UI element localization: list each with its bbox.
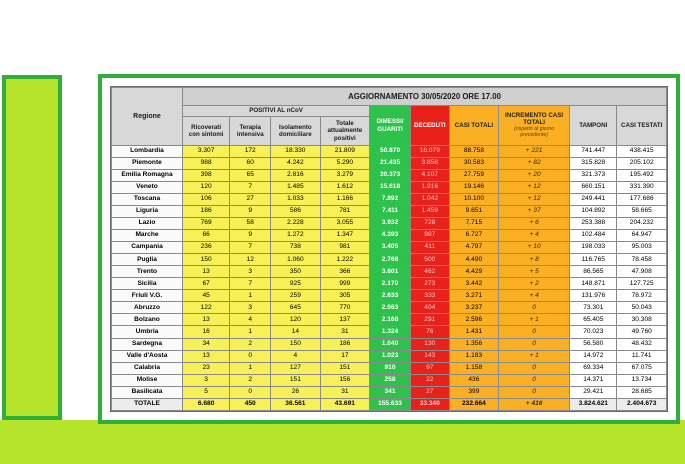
cell-tot: 1.222 [320,254,369,266]
cell-test: 78.458 [617,254,667,266]
cell-inc: + 1 [499,314,570,326]
cell-dim: 341 [370,386,411,398]
cell-iso: 1.033 [271,194,320,206]
cell-dec: 500 [410,254,449,266]
cell-dec: 27 [410,386,449,398]
cell-iso: 18.330 [271,146,320,158]
cell-region: Puglia [112,254,183,266]
cell-inc: + 8 [499,254,570,266]
table-row [112,194,667,206]
bottom-green-band [0,420,685,464]
region-header: Regione [112,88,183,146]
table-row [112,206,667,218]
cell-dec: 411 [410,242,449,254]
cell-ric: 13 [182,314,229,326]
cell-ti: 9 [230,230,271,242]
cell-casi: 3.237 [449,302,498,314]
cell-ric: 6.680 [182,398,229,410]
cell-inc: 0 [499,338,570,350]
cell-ti: 3 [230,302,271,314]
cell-region: Campania [112,242,183,254]
cell-casi: 436 [449,374,498,386]
cell-tot: 1.612 [320,182,369,194]
cell-test: 67.075 [617,362,667,374]
table-title: AGGIORNAMENTO 30/05/2020 ORE 17.00 [182,88,666,106]
cell-region: Lazio [112,218,183,230]
cell-dim: 7.892 [370,194,411,206]
incremento-header [499,106,570,146]
cell-tamp: 14.972 [570,350,617,362]
casi-testati-header: CASI TESTATI [617,106,667,146]
cell-test: 48.432 [617,338,667,350]
cell-ric: 13 [182,266,229,278]
cell-region: Basilicata [112,386,183,398]
positivi-group-header: POSITIVI AL nCoV [182,106,369,117]
cell-iso: 36.561 [271,398,320,410]
cell-tamp: 321.373 [570,170,617,182]
cell-casi: 3.271 [449,290,498,302]
cell-tot: 999 [320,278,369,290]
cell-inc: + 37 [499,206,570,218]
cell-dim: 2.768 [370,254,411,266]
cell-region: Sardegna [112,338,183,350]
cell-tamp: 253.388 [570,218,617,230]
cell-tamp: 69.334 [570,362,617,374]
cell-region: Umbria [112,326,183,338]
dimessi-header: DIMESSI/ GUARITI [370,106,411,146]
cell-dec: 1.042 [410,194,449,206]
cell-tamp: 741.447 [570,146,617,158]
cell-inc: + 416 [499,398,570,410]
cell-dec: 291 [410,314,449,326]
table-row [112,338,667,350]
table-row [112,302,667,314]
cell-casi: 4.490 [449,254,498,266]
cell-test: 58.665 [617,206,667,218]
cell-ti: 7 [230,278,271,290]
cell-test: 78.972 [617,290,667,302]
cell-dim: 4.393 [370,230,411,242]
cell-ti: 172 [230,146,271,158]
cell-inc: + 12 [499,194,570,206]
table-row [112,242,667,254]
cell-ric: 13 [182,350,229,362]
cell-tamp: 73.301 [570,302,617,314]
cell-test: 64.947 [617,230,667,242]
cell-tamp: 198.033 [570,242,617,254]
cell-iso: 127 [271,362,320,374]
total-row [112,398,667,410]
cell-casi: 1.183 [449,350,498,362]
cell-test: 13.734 [617,374,667,386]
cell-inc: 0 [499,374,570,386]
cell-iso: 4 [271,350,320,362]
cell-test: 28.685 [617,386,667,398]
cell-casi: 19.146 [449,182,498,194]
cell-test: 331.390 [617,182,667,194]
cell-dec: 1.459 [410,206,449,218]
table-row [112,146,667,158]
cell-ti: 58 [230,218,271,230]
table-row [112,182,667,194]
cell-casi: 27.759 [449,170,498,182]
cell-region: Veneto [112,182,183,194]
cell-inc: 0 [499,302,570,314]
cell-ti: 60 [230,158,271,170]
cell-tot: 770 [320,302,369,314]
cell-dec: 22 [410,374,449,386]
cell-region: Toscana [112,194,183,206]
cell-test: 50.043 [617,302,667,314]
cell-test: 30.308 [617,314,667,326]
cell-inc: + 2 [499,278,570,290]
cell-casi: 3.442 [449,278,498,290]
cell-tot: 31 [320,386,369,398]
cell-region: Calabria [112,362,183,374]
cell-ti: 1 [230,362,271,374]
cell-iso: 151 [271,374,320,386]
cell-casi: 88.758 [449,146,498,158]
cell-tot: 1.347 [320,230,369,242]
cell-ric: 67 [182,278,229,290]
cell-tamp: 249.441 [570,194,617,206]
cell-inc: + 10 [499,242,570,254]
cell-test: 438.415 [617,146,667,158]
cell-ti: 1 [230,326,271,338]
cell-iso: 4.242 [271,158,320,170]
cell-dim: 21.435 [370,158,411,170]
cell-tot: 137 [320,314,369,326]
cell-inc: + 82 [499,158,570,170]
cell-tot: 151 [320,362,369,374]
isolamento-header: Isolamento domiciliare [271,117,320,146]
cell-iso: 120 [271,314,320,326]
cell-test: 205.102 [617,158,667,170]
cell-ric: 23 [182,362,229,374]
cell-ti: 450 [230,398,271,410]
table-row [112,218,667,230]
cell-tamp: 70.023 [570,326,617,338]
cell-test: 95.003 [617,242,667,254]
cell-region: Sicilia [112,278,183,290]
cell-region: Abruzzo [112,302,183,314]
cell-inc: + 4 [499,230,570,242]
cell-tamp: 3.824.621 [570,398,617,410]
cell-ric: 150 [182,254,229,266]
totale-positivi-header: Totale attualmente positivi [320,117,369,146]
cell-ti: 0 [230,350,271,362]
cell-inc: + 12 [499,182,570,194]
table-row [112,326,667,338]
table-row [112,278,667,290]
cell-dim: 2.063 [370,302,411,314]
cell-ric: 106 [182,194,229,206]
deceduti-header: DECEDUTI [410,106,449,146]
cell-tot: 981 [320,242,369,254]
cell-ti: 9 [230,206,271,218]
cell-dec: 97 [410,362,449,374]
cell-dec: 76 [410,326,449,338]
cell-inc: + 6 [499,218,570,230]
cell-tamp: 14.371 [570,374,617,386]
left-green-panel [2,75,62,420]
cell-dim: 155.633 [370,398,411,410]
cell-test: 11.741 [617,350,667,362]
cell-tamp: 131.976 [570,290,617,302]
table-row [112,386,667,398]
cell-dim: 1.040 [370,338,411,350]
cell-inc: + 4 [499,290,570,302]
cell-region: Emilia Romagna [112,170,183,182]
cell-tot: 5.290 [320,158,369,170]
cell-dec: 273 [410,278,449,290]
cell-iso: 1.485 [271,182,320,194]
cell-region: Lombardia [112,146,183,158]
cell-tamp: 29.421 [570,386,617,398]
cell-test: 127.725 [617,278,667,290]
cell-tot: 156 [320,374,369,386]
cell-dim: 258 [370,374,411,386]
cell-dec: 3.858 [410,158,449,170]
cell-tot: 3.279 [320,170,369,182]
cell-casi: 6.727 [449,230,498,242]
cell-inc: + 1 [499,350,570,362]
casi-totali-header: CASI TOTALI [449,106,498,146]
cell-region: Trento [112,266,183,278]
cell-iso: 586 [271,206,320,218]
cell-tot: 43.691 [320,398,369,410]
cell-casi: 10.100 [449,194,498,206]
cell-iso: 259 [271,290,320,302]
cell-dim: 2.633 [370,290,411,302]
ricoverati-header: Ricoverati con sintomi [182,117,229,146]
cell-tamp: 65.405 [570,314,617,326]
cell-tot: 21.809 [320,146,369,158]
cell-ric: 45 [182,290,229,302]
table-row [112,266,667,278]
cell-test: 47.908 [617,266,667,278]
cell-tot: 781 [320,206,369,218]
incremento-note: (rispetto al giorno precedente) [514,126,555,139]
cell-region: Valle d'Aosta [112,350,183,362]
cell-dim: 910 [370,362,411,374]
cell-test: 204.232 [617,218,667,230]
cell-iso: 1.060 [271,254,320,266]
table-body [112,146,667,411]
cell-tamp: 315.828 [570,158,617,170]
cell-ric: 120 [182,182,229,194]
cell-tot: 366 [320,266,369,278]
cell-tot: 17 [320,350,369,362]
cell-iso: 925 [271,278,320,290]
cell-tamp: 56.580 [570,338,617,350]
cell-ric: 16 [182,326,229,338]
cell-dim: 1.023 [370,350,411,362]
cell-region: Friuli V.G. [112,290,183,302]
cell-tamp: 660.151 [570,182,617,194]
cell-casi: 399 [449,386,498,398]
table-row [112,230,667,242]
cell-tamp: 148.871 [570,278,617,290]
cell-ti: 2 [230,338,271,350]
cell-dim: 50.870 [370,146,411,158]
cell-ric: 398 [182,170,229,182]
table-row [112,158,667,170]
tamponi-header: TAMPONI [570,106,617,146]
cell-casi: 232.664 [449,398,498,410]
cell-ti: 65 [230,170,271,182]
cell-tot: 186 [320,338,369,350]
cell-dim: 2.170 [370,278,411,290]
cell-casi: 1.356 [449,338,498,350]
terapia-header: Terapia intensiva [230,117,271,146]
cell-ti: 12 [230,254,271,266]
cell-casi: 1.158 [449,362,498,374]
cell-iso: 645 [271,302,320,314]
cell-region: TOTALE [112,398,183,410]
cell-dim: 3.601 [370,266,411,278]
table-row [112,374,667,386]
cell-tamp: 104.892 [570,206,617,218]
cell-dec: 33.340 [410,398,449,410]
cell-test: 195.492 [617,170,667,182]
cell-tot: 31 [320,326,369,338]
cell-tamp: 102.484 [570,230,617,242]
cell-dec: 987 [410,230,449,242]
cell-casi: 2.596 [449,314,498,326]
cell-dec: 404 [410,302,449,314]
cell-ti: 3 [230,266,271,278]
cell-iso: 1.272 [271,230,320,242]
cell-ti: 1 [230,290,271,302]
cell-ti: 4 [230,314,271,326]
covid-data-table-wrapper [110,86,668,412]
cell-dec: 1.916 [410,182,449,194]
cell-ric: 3 [182,374,229,386]
cell-region: Piemonte [112,158,183,170]
cell-iso: 2.816 [271,170,320,182]
cell-dim: 2.168 [370,314,411,326]
cell-iso: 150 [271,338,320,350]
cell-dec: 4.107 [410,170,449,182]
cell-ti: 2 [230,374,271,386]
table-row [112,314,667,326]
cell-tamp: 116.765 [570,254,617,266]
cell-inc: 0 [499,386,570,398]
cell-region: Bolzano [112,314,183,326]
cell-tot: 305 [320,290,369,302]
cell-ti: 7 [230,182,271,194]
incremento-label: INCREMENTO CASI TOTALI [505,111,564,127]
cell-ric: 236 [182,242,229,254]
cell-dec: 130 [410,338,449,350]
cell-dim: 1.324 [370,326,411,338]
cell-casi: 30.583 [449,158,498,170]
cell-casi: 9.651 [449,206,498,218]
cell-ric: 186 [182,206,229,218]
cell-dec: 16.079 [410,146,449,158]
cell-test: 177.686 [617,194,667,206]
cell-ric: 34 [182,338,229,350]
cell-dim: 3.932 [370,218,411,230]
cell-casi: 1.431 [449,326,498,338]
cell-tot: 1.166 [320,194,369,206]
covid-data-table [111,87,667,411]
cell-inc: + 221 [499,146,570,158]
cell-ti: 27 [230,194,271,206]
cell-ti: 0 [230,386,271,398]
cell-iso: 2.228 [271,218,320,230]
cell-iso: 26 [271,386,320,398]
cell-dec: 333 [410,290,449,302]
cell-dec: 728 [410,218,449,230]
table-row [112,350,667,362]
cell-tot: 3.055 [320,218,369,230]
cell-ric: 5 [182,386,229,398]
table-row [112,254,667,266]
cell-iso: 350 [271,266,320,278]
cell-inc: + 20 [499,170,570,182]
table-row [112,362,667,374]
table-row [112,170,667,182]
cell-ric: 769 [182,218,229,230]
cell-tamp: 86.565 [570,266,617,278]
cell-dim: 7.411 [370,206,411,218]
cell-ric: 3.307 [182,146,229,158]
cell-inc: 0 [499,362,570,374]
cell-ti: 7 [230,242,271,254]
cell-casi: 4.797 [449,242,498,254]
cell-inc: 0 [499,326,570,338]
cell-iso: 738 [271,242,320,254]
cell-region: Marche [112,230,183,242]
cell-casi: 7.715 [449,218,498,230]
cell-ric: 122 [182,302,229,314]
cell-dim: 15.618 [370,182,411,194]
cell-test: 49.760 [617,326,667,338]
cell-iso: 14 [271,326,320,338]
table-row [112,290,667,302]
cell-casi: 4.429 [449,266,498,278]
cell-dim: 3.405 [370,242,411,254]
cell-ric: 988 [182,158,229,170]
cell-dec: 462 [410,266,449,278]
cell-dec: 143 [410,350,449,362]
cell-region: Molise [112,374,183,386]
cell-dim: 20.373 [370,170,411,182]
table-frame [98,74,680,424]
cell-region: Liguria [112,206,183,218]
cell-ric: 66 [182,230,229,242]
cell-test: 2.404.673 [617,398,667,410]
cell-inc: + 5 [499,266,570,278]
